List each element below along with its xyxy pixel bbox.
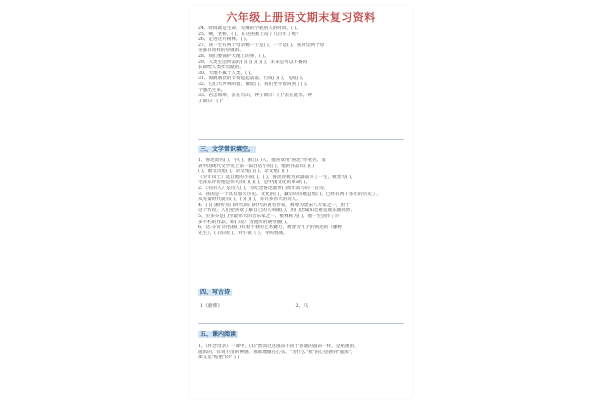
list-item: 多不朽的作品，如( )及广为流传的钢琴曲( )。 (198, 219, 291, 225)
list-item: 先生》，( )等对( )，对小说《 》，寻叫赞颜。 (198, 230, 288, 236)
list-item: 2、《有的人》是诗人( )，为纪念鲁迅逝世( )周年而写的一首诗。 (198, 185, 329, 191)
section-heading-reading: 五、课内阅读 (200, 331, 237, 338)
list-item: 3、我国是一个具有悠久历史、文化的( )，藏早的诗歌总集( )，已经有两千多年的历史了， (198, 191, 381, 197)
list-item: 5、贝多芬是( )至最伟大的音乐家之一，被尊称为( )，他一生创作了许 (198, 213, 340, 219)
list-item: 29、人类生活所需的( )( )( )( )( )，未来是可以不赛再 (198, 59, 308, 65)
poem-item: 2、马 (295, 304, 309, 309)
list-item: 1、鲁迅原名( )，字( )，浙江( )人，他喜欢用"鲁迅"作笔名，发 (198, 158, 326, 163)
list-item: 6、达.芬奇 的名画( )有着不衰的艺术魅力，被誉为"( )"的鲁迅的《藤野 (198, 225, 343, 231)
list-item: 33、岩怎如翠，去在鸟山，钟子期曰：( )"去在此水，钟 (198, 93, 313, 99)
literature-fill-in (198, 158, 406, 236)
list-item: 32、它们大声鸣叫着，催促( )，我们坐平着回到了( )。 (198, 81, 311, 87)
list-item: 个强出生来。 (198, 87, 226, 93)
list-item: 这个传说，人们把喜欢了解自己的人叫做( )，用( )比喻知音难觅或乐曲高妙。 (198, 208, 356, 214)
list-item: 从先秦时代就有( )，( )( )( )，等许多伟大的诗人。 (198, 197, 301, 203)
list-item: 滋浓的，有说不清的神感、那那地倾在心头。"为什么"我"的心里感到"滋浓"， (198, 349, 356, 355)
worksheet-title: 六年级上册语文期末复习资料 (226, 11, 376, 24)
list-item: 25、啊，老桥，( )，在这困难上站了几百年了呢？ (198, 31, 301, 37)
reading-questions (198, 344, 406, 361)
list-item: 那又是"贴重"的？( ) (198, 355, 240, 361)
list-item: 27、我一生有两个母亲她一个是( )，一个是( )，我对这两个母 (198, 42, 325, 48)
list-item: 1、《怀念母亲》一课中，(1)"然而过这滋昂不同于普通的滋昂一样，是贴重的， (198, 344, 359, 349)
section-heading-literature: 三、文学常识填空。 (200, 146, 255, 153)
list-item: 4、( )( )相传为( )时代的( )时代的著名作家，被尊为唐宋八大家之一，由于 (198, 202, 350, 208)
list-item: 26、走进这片树林，( )。 (198, 37, 251, 43)
list-item: 子期曰：( )" (198, 98, 224, 104)
list-item: 28、我们要保护大地上的事，( )。 (198, 53, 269, 59)
list-item: 30、大地不属于人类，( )。 (198, 70, 255, 76)
list-item: 毛泽东评价他是伟大的( )( )( )，是中国文化的革命( )。 (198, 180, 311, 186)
section-heading-poems: 四、写古诗 (200, 289, 231, 296)
list-item: 《少年闰土》选自他的小说( )，( )，鲁迅曾被为武器战斗了一生，被誉为( )， (198, 174, 356, 180)
list-item: ( )，散文诗集( )，杂文集( )( )，杂文集( )( ) (198, 169, 288, 175)
section-divider (198, 323, 404, 324)
list-item: 长期给人类作贡献的。 (198, 65, 244, 71)
worksheet-page (190, 6, 412, 398)
list-item: 24、时间就是生命，无缘的空耗别人的时间，( )。 (198, 26, 301, 31)
fill-in-list (198, 26, 406, 104)
poem-item: 1《鹿柴》 (200, 304, 223, 309)
list-item: 亲都有同样的崇敬的。 (198, 48, 244, 54)
list-item: 表中国现代文学史上第一篇白话小说( )，他的作品有( )( ) (198, 163, 315, 169)
poem-row (200, 302, 390, 309)
list-item: 31、海鸥饿饮的节奏起起落落，行成( )( )，飞成( )。 (198, 76, 307, 82)
section-divider (198, 139, 404, 140)
